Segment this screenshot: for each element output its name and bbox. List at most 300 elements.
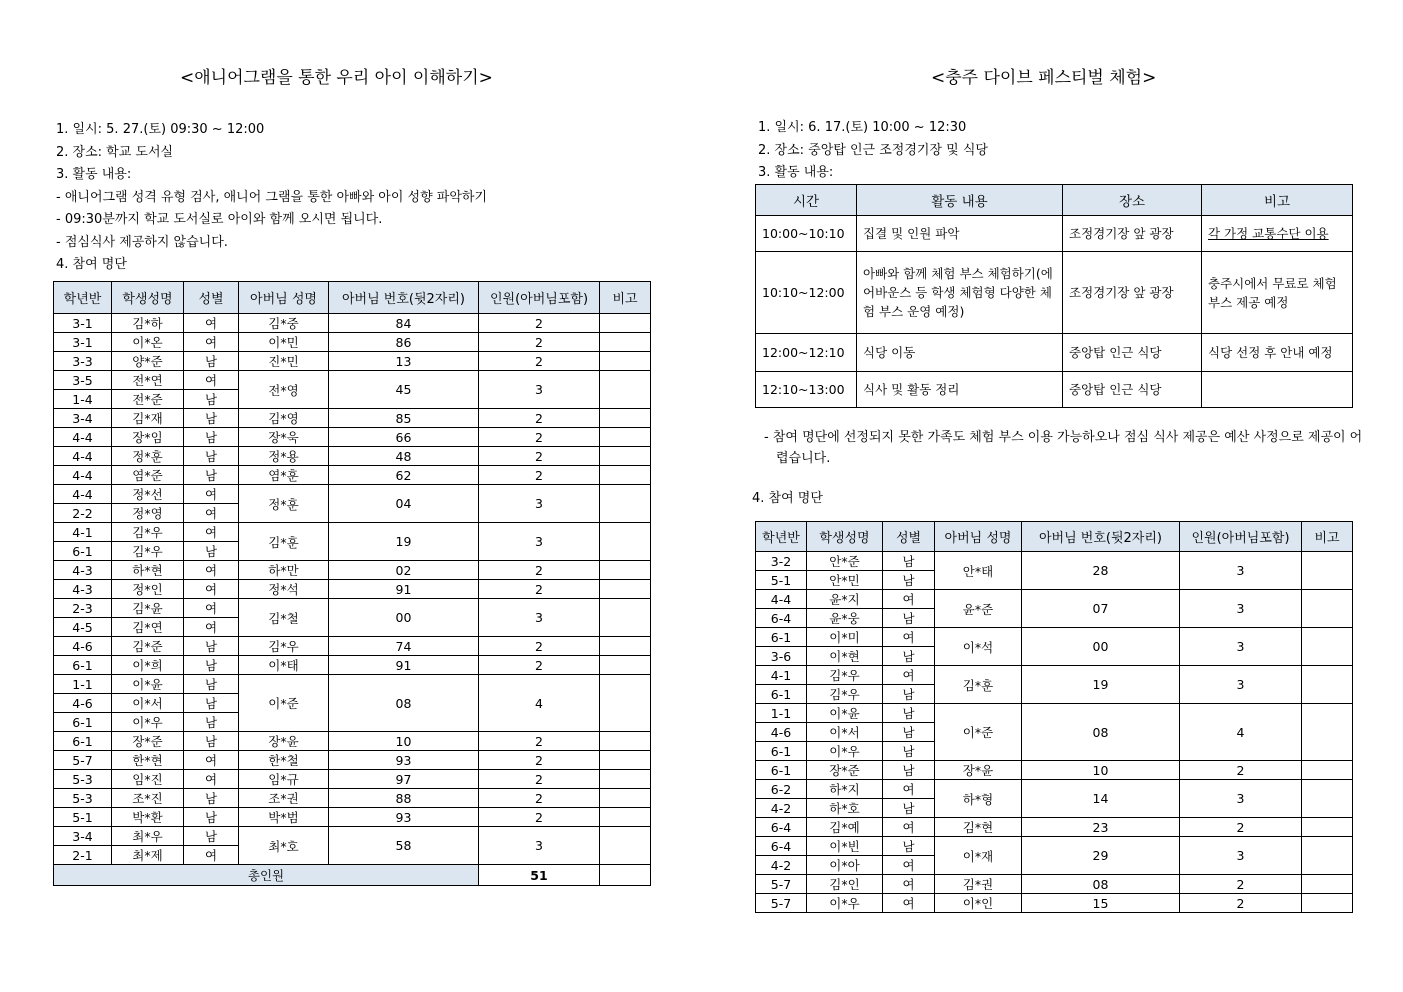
father-name-cell: 한*철 <box>239 751 329 770</box>
father-number-cell: 91 <box>329 580 479 599</box>
father-number-cell: 84 <box>329 314 479 333</box>
headcount-cell: 4 <box>479 675 600 732</box>
remark-cell <box>600 371 651 409</box>
student-name-cell: 이*서 <box>112 694 184 713</box>
gender-cell: 남 <box>184 713 239 732</box>
father-name-cell: 장*윤 <box>935 761 1022 780</box>
student-name-cell: 하*지 <box>807 780 883 799</box>
gender-cell: 남 <box>184 390 239 409</box>
class-cell: 6-4 <box>756 818 807 837</box>
remark-cell <box>600 409 651 428</box>
gender-cell: 여 <box>184 580 239 599</box>
note-cell <box>1202 372 1353 408</box>
remark-cell <box>1302 780 1353 818</box>
gender-cell: 남 <box>184 428 239 447</box>
class-cell: 3-4 <box>54 409 112 428</box>
right-list-title: 4. 참여 명단 <box>752 491 823 506</box>
gender-cell: 여 <box>184 751 239 770</box>
class-cell: 5-3 <box>54 789 112 808</box>
headcount-cell: 3 <box>1180 552 1302 590</box>
student-name-cell: 정*선 <box>112 485 184 504</box>
headcount-cell: 3 <box>1180 666 1302 704</box>
remark-cell <box>600 352 651 371</box>
father-name-cell: 이*민 <box>239 333 329 352</box>
class-cell: 2-1 <box>54 846 112 865</box>
student-name-cell: 이*미 <box>807 628 883 647</box>
table-row <box>54 352 651 371</box>
father-number-cell: 23 <box>1022 818 1180 837</box>
table-row <box>54 637 651 656</box>
class-cell: 6-1 <box>756 761 807 780</box>
student-name-cell: 이*빈 <box>807 837 883 856</box>
father-number-cell: 02 <box>329 561 479 580</box>
student-name-cell: 장*준 <box>807 761 883 780</box>
time-cell: 12:10~13:00 <box>756 372 857 408</box>
student-name-cell: 김*재 <box>112 409 184 428</box>
column-header: 비고 <box>600 282 651 314</box>
class-cell: 1-1 <box>756 704 807 723</box>
column-header: 인원(아버님포함) <box>479 282 600 314</box>
student-name-cell: 이*희 <box>112 656 184 675</box>
table-row <box>54 580 651 599</box>
student-name-cell: 김*예 <box>807 818 883 837</box>
father-name-cell: 윤*준 <box>935 590 1022 628</box>
gender-cell: 남 <box>883 742 935 761</box>
father-number-cell: 93 <box>329 808 479 827</box>
gender-cell: 여 <box>883 780 935 799</box>
student-name-cell: 전*준 <box>112 390 184 409</box>
class-cell: 6-1 <box>54 656 112 675</box>
student-name-cell: 최*제 <box>112 846 184 865</box>
student-name-cell: 장*임 <box>112 428 184 447</box>
class-cell: 6-1 <box>54 732 112 751</box>
note-cell: 충주시에서 무료로 체험부스 제공 예정 <box>1202 252 1353 334</box>
student-name-cell: 하*호 <box>807 799 883 818</box>
left-roster-table <box>53 281 651 886</box>
father-number-cell: 93 <box>329 751 479 770</box>
gender-cell: 여 <box>184 846 239 865</box>
father-number-cell: 62 <box>329 466 479 485</box>
gender-cell: 남 <box>883 761 935 780</box>
gender-cell: 남 <box>184 409 239 428</box>
class-cell: 4-5 <box>54 618 112 637</box>
class-cell: 4-1 <box>756 666 807 685</box>
info-line: 2. 장소: 중앙탑 인근 조정경기장 및 식당 <box>758 142 988 158</box>
table-row <box>54 314 651 333</box>
gender-cell: 남 <box>883 799 935 818</box>
class-cell: 5-3 <box>54 770 112 789</box>
student-name-cell: 윤*웅 <box>807 609 883 628</box>
student-name-cell: 양*준 <box>112 352 184 371</box>
student-name-cell: 이*아 <box>807 856 883 875</box>
headcount-cell: 3 <box>1180 590 1302 628</box>
class-cell: 4-6 <box>756 723 807 742</box>
remark-cell <box>600 675 651 732</box>
student-name-cell: 임*진 <box>112 770 184 789</box>
gender-cell: 여 <box>883 666 935 685</box>
father-number-cell: 91 <box>329 656 479 675</box>
father-name-cell: 진*민 <box>239 352 329 371</box>
class-cell: 6-1 <box>756 742 807 761</box>
class-cell: 4-4 <box>54 428 112 447</box>
table-row <box>54 523 651 542</box>
father-name-cell: 김*우 <box>239 637 329 656</box>
info-line: - 09:30분까지 학교 도서실로 아이와 함께 오시면 됩니다. <box>56 212 383 227</box>
class-cell: 4-1 <box>54 523 112 542</box>
table-row <box>54 770 651 789</box>
table-row <box>54 827 651 846</box>
student-name-cell: 김*하 <box>112 314 184 333</box>
table-row <box>54 333 651 352</box>
place-cell: 조정경기장 앞 광장 <box>1063 216 1202 252</box>
gender-cell: 여 <box>883 628 935 647</box>
info-line: - 애니어그램 성격 유형 검사, 애니어 그램을 통한 아빠와 아이 성향 파악하기 <box>56 189 488 205</box>
table-row <box>54 732 651 751</box>
father-number-cell: 08 <box>1022 875 1180 894</box>
class-cell: 5-7 <box>756 875 807 894</box>
class-cell: 6-1 <box>756 685 807 704</box>
student-name-cell: 전*연 <box>112 371 184 390</box>
activity-header: 장소 <box>1063 185 1202 216</box>
table-row <box>54 466 651 485</box>
student-name-cell: 이*윤 <box>807 704 883 723</box>
total-label: 총인원 <box>54 865 479 886</box>
column-header: 아버님 번호(뒷2자리) <box>1022 522 1180 552</box>
father-name-cell: 김*훈 <box>239 523 329 561</box>
table-row <box>756 780 1353 799</box>
class-cell: 4-6 <box>54 637 112 656</box>
father-number-cell: 14 <box>1022 780 1180 818</box>
father-number-cell: 08 <box>329 675 479 732</box>
father-number-cell: 29 <box>1022 837 1180 875</box>
class-cell: 3-1 <box>54 314 112 333</box>
table-row <box>756 704 1353 723</box>
class-cell: 3-3 <box>54 352 112 371</box>
father-number-cell: 07 <box>1022 590 1180 628</box>
remark-cell <box>600 789 651 808</box>
column-header: 학생성명 <box>112 282 184 314</box>
activity-header: 시간 <box>756 185 857 216</box>
father-number-cell: 86 <box>329 333 479 352</box>
headcount-cell: 3 <box>479 485 600 523</box>
class-cell: 5-1 <box>756 571 807 590</box>
father-name-cell: 김*철 <box>239 599 329 637</box>
headcount-cell: 2 <box>479 561 600 580</box>
father-name-cell: 김*권 <box>935 875 1022 894</box>
gender-cell: 남 <box>184 694 239 713</box>
student-name-cell: 염*준 <box>112 466 184 485</box>
gender-cell: 남 <box>184 352 239 371</box>
headcount-cell: 2 <box>479 447 600 466</box>
class-cell: 4-6 <box>54 694 112 713</box>
class-cell: 5-7 <box>54 751 112 770</box>
father-number-cell: 74 <box>329 637 479 656</box>
class-cell: 6-1 <box>756 628 807 647</box>
place-cell: 중앙탑 인근 식당 <box>1063 334 1202 372</box>
gender-cell: 여 <box>184 770 239 789</box>
right-roster-table <box>755 521 1353 913</box>
remark-cell <box>1302 590 1353 628</box>
table-row <box>54 371 651 390</box>
content-cell: 아빠와 함께 체험 부스 체험하기(에어바운스 등 학생 체험형 다양한 체험 부스 운영 예정) <box>857 252 1063 334</box>
class-cell: 6-2 <box>756 780 807 799</box>
gender-cell: 남 <box>184 637 239 656</box>
column-header: 학년반 <box>54 282 112 314</box>
student-name-cell: 정*영 <box>112 504 184 523</box>
column-header: 학년반 <box>756 522 807 552</box>
activity-header: 비고 <box>1202 185 1353 216</box>
father-name-cell: 정*용 <box>239 447 329 466</box>
gender-cell: 남 <box>883 704 935 723</box>
gender-cell: 남 <box>883 571 935 590</box>
father-name-cell: 정*훈 <box>239 485 329 523</box>
father-number-cell: 97 <box>329 770 479 789</box>
activity-row <box>756 252 1353 334</box>
total-remark <box>600 865 651 886</box>
student-name-cell: 이*윤 <box>112 675 184 694</box>
remark-cell <box>600 333 651 352</box>
gender-cell: 여 <box>883 590 935 609</box>
class-cell: 6-4 <box>756 609 807 628</box>
headcount-cell: 2 <box>479 580 600 599</box>
headcount-cell: 2 <box>479 428 600 447</box>
father-name-cell: 정*석 <box>239 580 329 599</box>
class-cell: 4-3 <box>54 561 112 580</box>
father-name-cell: 김*중 <box>239 314 329 333</box>
table-row <box>756 552 1353 571</box>
class-cell: 4-4 <box>54 485 112 504</box>
column-header: 아버님 번호(뒷2자리) <box>329 282 479 314</box>
student-name-cell: 김*우 <box>112 542 184 561</box>
gender-cell: 여 <box>184 504 239 523</box>
class-cell: 6-4 <box>756 837 807 856</box>
class-cell: 4-3 <box>54 580 112 599</box>
remark-cell <box>1302 818 1353 837</box>
table-row <box>756 590 1353 609</box>
father-name-cell: 이*준 <box>935 704 1022 761</box>
headcount-cell: 3 <box>479 599 600 637</box>
father-number-cell: 19 <box>329 523 479 561</box>
table-row <box>54 561 651 580</box>
table-row <box>54 447 651 466</box>
gender-cell: 여 <box>184 371 239 390</box>
student-name-cell: 이*온 <box>112 333 184 352</box>
column-header: 성별 <box>883 522 935 552</box>
headcount-cell: 2 <box>479 409 600 428</box>
content-cell: 집결 및 인원 파악 <box>857 216 1063 252</box>
gender-cell: 남 <box>883 685 935 704</box>
class-cell: 4-4 <box>54 466 112 485</box>
student-name-cell: 윤*지 <box>807 590 883 609</box>
column-header: 아버님 성명 <box>239 282 329 314</box>
info-line: 4. 참여 명단 <box>56 257 127 272</box>
info-line: - 점심식사 제공하지 않습니다. <box>56 234 228 250</box>
info-line: 1. 일시: 5. 27.(토) 09:30 ~ 12:00 <box>56 122 265 137</box>
gender-cell: 여 <box>184 561 239 580</box>
table-row <box>756 628 1353 647</box>
student-name-cell: 조*진 <box>112 789 184 808</box>
remark-cell <box>1302 552 1353 590</box>
father-number-cell: 10 <box>1022 761 1180 780</box>
remark-cell <box>600 580 651 599</box>
content-cell: 식당 이동 <box>857 334 1063 372</box>
left-title: <애니어그램을 통한 우리 아이 이해하기> <box>180 68 493 88</box>
place-cell: 조정경기장 앞 광장 <box>1063 252 1202 334</box>
total-row <box>54 865 651 886</box>
info-line: 1. 일시: 6. 17.(토) 10:00 ~ 12:30 <box>758 120 967 135</box>
headcount-cell: 2 <box>479 808 600 827</box>
column-header: 아버님 성명 <box>935 522 1022 552</box>
father-number-cell: 15 <box>1022 894 1180 913</box>
remark-cell <box>1302 666 1353 704</box>
student-name-cell: 김*윤 <box>112 599 184 618</box>
total-value: 51 <box>479 865 600 886</box>
headcount-cell: 2 <box>479 333 600 352</box>
gender-cell: 남 <box>184 808 239 827</box>
student-name-cell: 장*준 <box>112 732 184 751</box>
father-name-cell: 박*범 <box>239 808 329 827</box>
father-name-cell: 김*영 <box>239 409 329 428</box>
note-cell: 각 가정 교통수단 이용 <box>1202 216 1353 252</box>
gender-cell: 여 <box>184 618 239 637</box>
father-number-cell: 00 <box>329 599 479 637</box>
father-number-cell: 10 <box>329 732 479 751</box>
remark-cell <box>600 466 651 485</box>
student-name-cell: 안*준 <box>807 552 883 571</box>
class-cell: 3-4 <box>54 827 112 846</box>
class-cell: 3-5 <box>54 371 112 390</box>
headcount-cell: 3 <box>479 827 600 865</box>
gender-cell: 남 <box>883 723 935 742</box>
note-cell: 식당 선정 후 안내 예정 <box>1202 334 1353 372</box>
gender-cell: 여 <box>184 485 239 504</box>
student-name-cell: 김*준 <box>112 637 184 656</box>
remark-cell <box>1302 761 1353 780</box>
headcount-cell: 2 <box>479 789 600 808</box>
father-number-cell: 88 <box>329 789 479 808</box>
class-cell: 3-2 <box>756 552 807 571</box>
time-cell: 12:00~12:10 <box>756 334 857 372</box>
gender-cell: 남 <box>184 827 239 846</box>
headcount-cell: 2 <box>479 770 600 789</box>
father-name-cell: 조*권 <box>239 789 329 808</box>
table-row <box>756 837 1353 856</box>
remark-cell <box>600 827 651 865</box>
class-cell: 5-7 <box>756 894 807 913</box>
headcount-cell: 2 <box>479 751 600 770</box>
headcount-cell: 2 <box>479 352 600 371</box>
right-info <box>758 117 988 185</box>
father-number-cell: 48 <box>329 447 479 466</box>
table-row <box>54 656 651 675</box>
gender-cell: 남 <box>184 789 239 808</box>
remark-cell <box>600 447 651 466</box>
info-line: 2. 장소: 학교 도서실 <box>56 144 174 160</box>
father-number-cell: 04 <box>329 485 479 523</box>
gender-cell: 남 <box>184 675 239 694</box>
headcount-cell: 3 <box>479 523 600 561</box>
table-row <box>756 818 1353 837</box>
headcount-cell: 2 <box>479 656 600 675</box>
headcount-cell: 2 <box>479 314 600 333</box>
place-cell: 중앙탑 인근 식당 <box>1063 372 1202 408</box>
class-cell: 4-2 <box>756 856 807 875</box>
notice-text: - 참여 명단에 선정되지 못한 가족도 체험 부스 이용 가능하오나 점심 식사 제공은 예산 사정으로 제공이 어렵습니다. <box>764 430 1363 466</box>
headcount-cell: 2 <box>1180 818 1302 837</box>
father-name-cell: 이*석 <box>935 628 1022 666</box>
headcount-cell: 2 <box>1180 761 1302 780</box>
student-name-cell: 하*현 <box>112 561 184 580</box>
gender-cell: 남 <box>883 647 935 666</box>
table-row <box>54 428 651 447</box>
class-cell: 1-1 <box>54 675 112 694</box>
father-name-cell: 안*태 <box>935 552 1022 590</box>
father-number-cell: 00 <box>1022 628 1180 666</box>
gender-cell: 남 <box>883 609 935 628</box>
father-name-cell: 김*현 <box>935 818 1022 837</box>
gender-cell: 남 <box>883 552 935 571</box>
father-name-cell: 이*인 <box>935 894 1022 913</box>
remark-cell <box>600 808 651 827</box>
student-name-cell: 박*환 <box>112 808 184 827</box>
remark-cell <box>1302 628 1353 666</box>
student-name-cell: 이*우 <box>807 742 883 761</box>
father-name-cell: 전*영 <box>239 371 329 409</box>
student-name-cell: 김*우 <box>807 666 883 685</box>
gender-cell: 남 <box>184 656 239 675</box>
class-cell: 6-1 <box>54 713 112 732</box>
activity-header: 활동 내용 <box>857 185 1063 216</box>
table-row <box>54 751 651 770</box>
table-row <box>54 485 651 504</box>
student-name-cell: 이*서 <box>807 723 883 742</box>
table-row <box>756 894 1353 913</box>
father-number-cell: 66 <box>329 428 479 447</box>
table-row <box>54 599 651 618</box>
student-name-cell: 이*우 <box>807 894 883 913</box>
gender-cell: 남 <box>184 732 239 751</box>
father-number-cell: 08 <box>1022 704 1180 761</box>
table-row <box>756 761 1353 780</box>
remark-cell <box>600 770 651 789</box>
activity-row <box>756 334 1353 372</box>
student-name-cell: 최*우 <box>112 827 184 846</box>
headcount-cell: 2 <box>1180 875 1302 894</box>
gender-cell: 남 <box>184 542 239 561</box>
father-name-cell: 하*만 <box>239 561 329 580</box>
student-name-cell: 이*현 <box>807 647 883 666</box>
activity-row <box>756 216 1353 252</box>
father-number-cell: 85 <box>329 409 479 428</box>
gender-cell: 여 <box>184 314 239 333</box>
headcount-cell: 2 <box>479 637 600 656</box>
table-row <box>54 789 651 808</box>
student-name-cell: 정*훈 <box>112 447 184 466</box>
father-name-cell: 임*규 <box>239 770 329 789</box>
remark-cell <box>600 637 651 656</box>
father-number-cell: 28 <box>1022 552 1180 590</box>
father-name-cell: 하*형 <box>935 780 1022 818</box>
father-name-cell: 최*호 <box>239 827 329 865</box>
column-header: 인원(아버님포함) <box>1180 522 1302 552</box>
remark-cell <box>600 732 651 751</box>
left-info <box>56 119 487 277</box>
remark-cell <box>1302 894 1353 913</box>
time-cell: 10:10~12:00 <box>756 252 857 334</box>
father-name-cell: 김*훈 <box>935 666 1022 704</box>
student-name-cell: 정*인 <box>112 580 184 599</box>
column-header: 학생성명 <box>807 522 883 552</box>
